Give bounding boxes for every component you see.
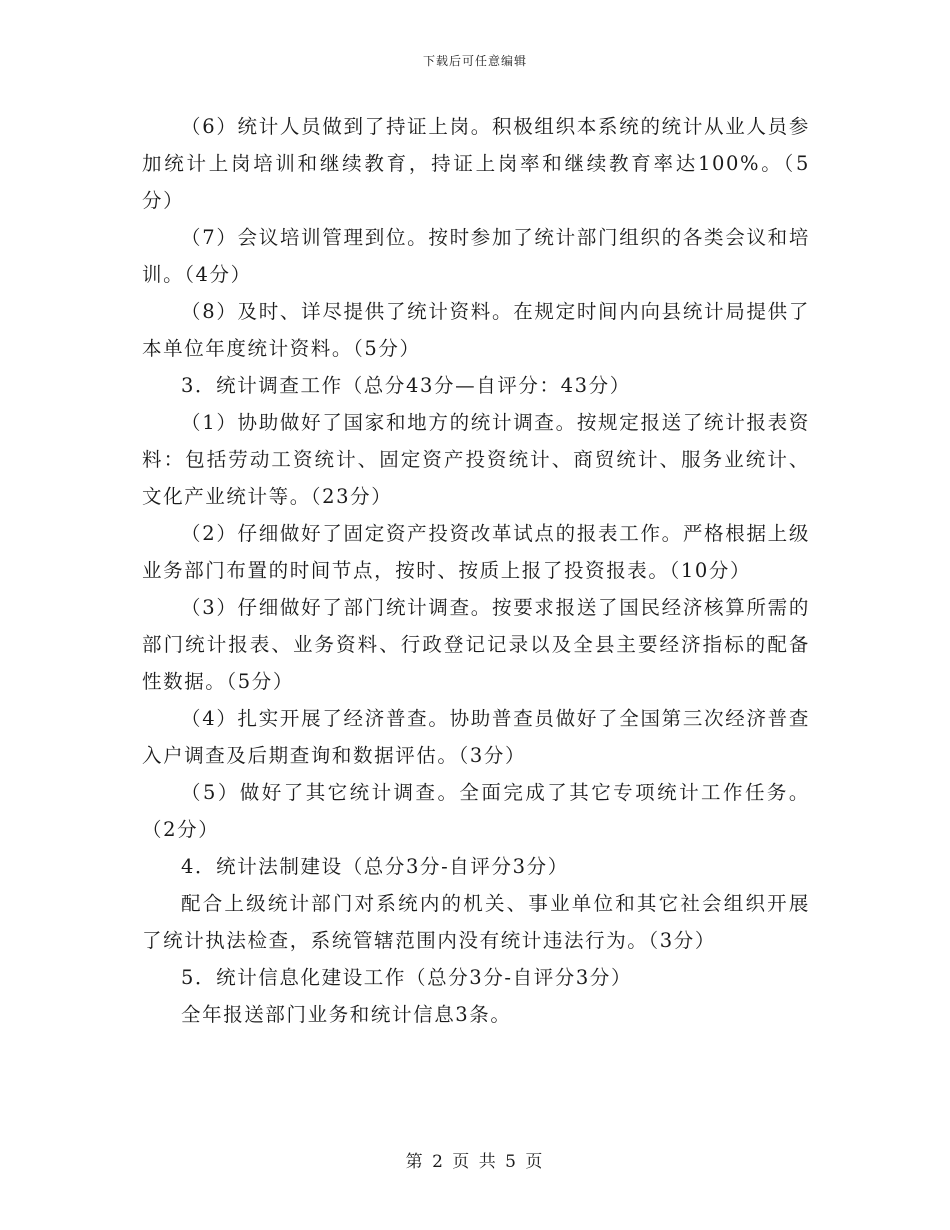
section-heading-3: 3．统计调查工作（总分43分—自评分：43分） [181, 374, 631, 397]
section-heading-4: 4．统计法制建设（总分3分-自评分3分） [181, 855, 569, 878]
paragraph-item-3-3: （3）仔细做好了部门统计调查。按要求报送了国民经济核算所需的部门统计报表、业务资料、行政登记记录以及全县主要经济指标的配备性数据。（5分） [142, 596, 810, 693]
paragraph-item-8: （8）及时、详尽提供了统计资料。在规定时间内向县统计局提供了本单位年度统计资料。（5分） [142, 300, 810, 360]
page-header: 下载后可任意编辑 [422, 54, 527, 68]
paragraph-item-3-2: （2）仔细做好了固定资产投资改革试点的报表工作。严格根据上级业务部门布置的时间节点，按时、按质上报了投资报表。（10分） [142, 522, 810, 582]
paragraph-section-4-body: 配合上级统计部门对系统内的机关、事业单位和其它社会组织开展了统计执法检查，系统管辖范围内没有统计违法行为。（3分） [142, 892, 810, 952]
document-body [142, 108, 810, 1033]
page-footer: 第 2 页 共 5 页 [405, 1152, 545, 1172]
paragraph-item-3-5: （5）做好了其它统计调查。全面完成了其它专项统计工作任务。（2分） [142, 781, 810, 841]
paragraph-section-5-body: 全年报送部门业务和统计信息3条。 [181, 1003, 512, 1026]
paragraph-item-6: （6）统计人员做到了持证上岗。积极组织本系统的统计从业人员参加统计上岗培训和继续教育，持证上岗率和继续教育率达100%。（5分） [142, 115, 810, 212]
paragraph-item-7: （7）会议培训管理到位。按时参加了统计部门组织的各类会议和培训。（4分） [142, 226, 810, 286]
paragraph-item-3-4: （4）扎实开展了经济普查。协助普查员做好了全国第三次经济普查入户调查及后期查询和数据评估。（3分） [142, 707, 810, 767]
paragraph-item-3-1: （1）协助做好了国家和地方的统计调查。按规定报送了统计报表资料：包括劳动工资统计、固定资产投资统计、商贸统计、服务业统计、文化产业统计等。（23分） [142, 411, 810, 508]
section-heading-5: 5．统计信息化建设工作（总分3分-自评分3分） [181, 966, 633, 989]
